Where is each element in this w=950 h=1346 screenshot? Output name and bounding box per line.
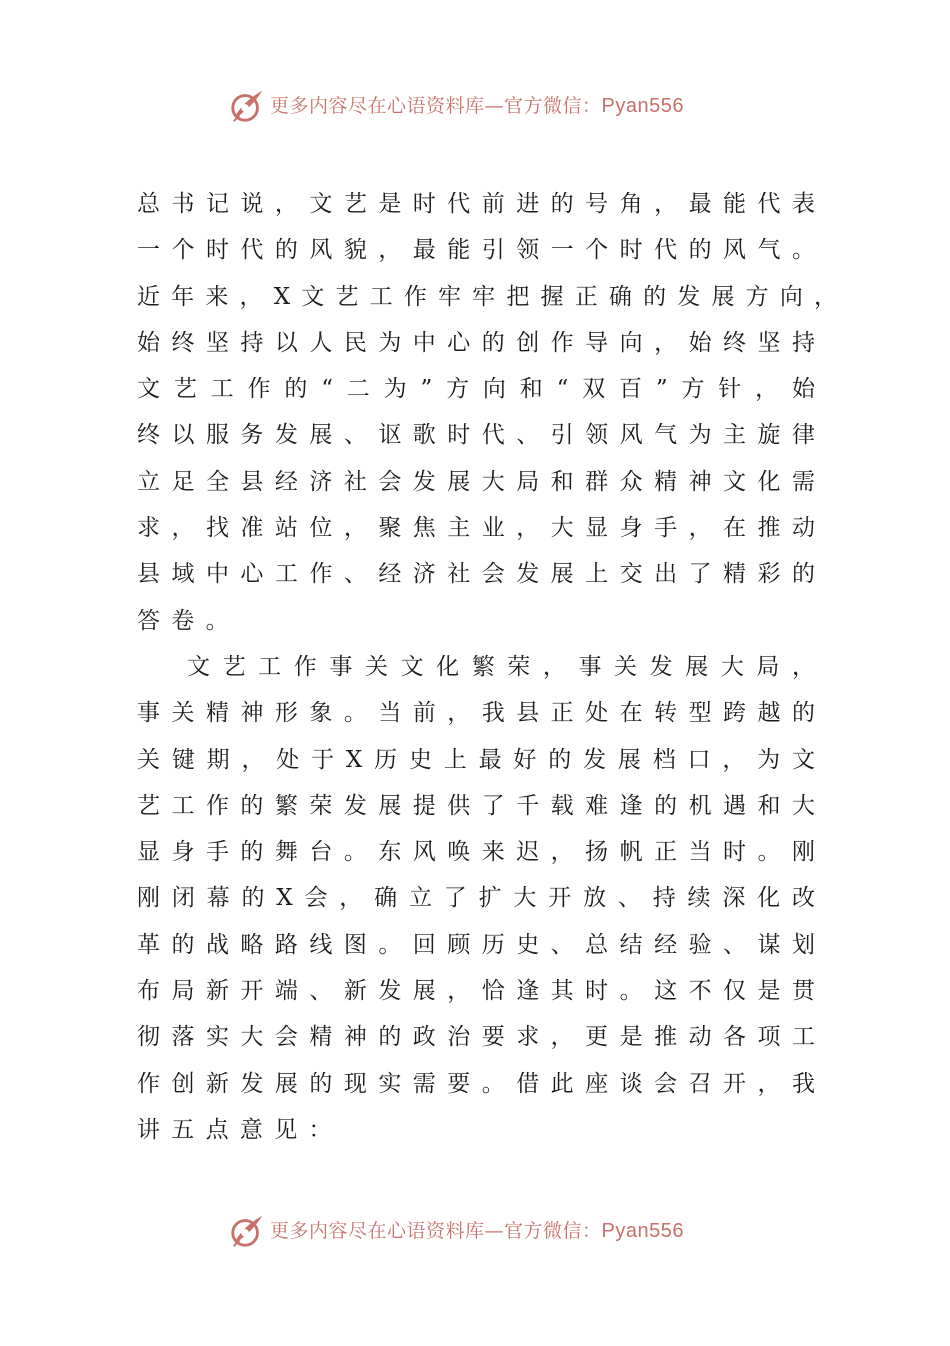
text-line: 刚闭幕的X会，确立了扩大开放、持续深化改 (137, 885, 815, 912)
watermark-text: 更多内容尽在心语资料库—官方微信：Pyan556 (270, 1220, 684, 1242)
text-line: 关键期，处于X历史上最好的发展档口，为文 (137, 746, 815, 773)
text-line: 布局新开端、新发展，恰逢其时。这不仅是贯 (137, 978, 815, 1005)
text-line: 事关精神形象。当前，我县正处在转型跨越的 (137, 700, 815, 727)
text-line: 艺工作的繁荣发展提供了千载难逢的机遇和大 (137, 792, 815, 819)
text-line: 终以服务发展、讴歌时代、引领风气为主旋律 (137, 422, 815, 449)
quill-logo-icon (228, 87, 266, 125)
text-line: 始终坚持以人民为中心的创作导向，始终坚持 (137, 329, 815, 356)
watermark-text: 更多内容尽在心语资料库—官方微信：Pyan556 (270, 95, 684, 117)
quill-logo-icon (228, 1212, 266, 1250)
text-line: 彻落实大会精神的政治要求，更是推动各项工 (137, 1024, 815, 1051)
text-line: 答卷。 (137, 607, 240, 634)
text-line: 县域中心工作、经济社会发展上交出了精彩的 (137, 561, 815, 588)
text-line: 求，找准站位，聚焦主业，大显身手，在推动 (137, 515, 815, 542)
text-line: 总书记说，文艺是时代前进的号角，最能代表 (137, 191, 815, 217)
document-body (137, 181, 837, 1153)
text-line: 作创新发展的现实需要。借此座谈会召开，我 (137, 1070, 815, 1097)
text-line: 一个时代的风貌，最能引领一个时代的风气。 (137, 237, 815, 264)
text-line: 近年来，X文艺工作牢牢把握正确的发展方向， (137, 283, 837, 310)
text-line: 讲五点意见： (137, 1116, 343, 1143)
watermark-header (228, 86, 684, 126)
text-line: 显身手的舞台。东风唤来迟，扬帆正当时。刚 (137, 839, 815, 866)
text-line: 立足全县经济社会发展大局和群众精神文化需 (137, 468, 815, 495)
text-line: 革的战略路线图。回顾历史、总结经验、谋划 (137, 931, 815, 958)
text-line: 文艺工作事关文化繁荣，事关发展大局， (187, 653, 815, 680)
watermark-footer (228, 1211, 684, 1251)
text-line: 文艺工作的“二为”方向和“双百”方针，始 (137, 376, 815, 403)
